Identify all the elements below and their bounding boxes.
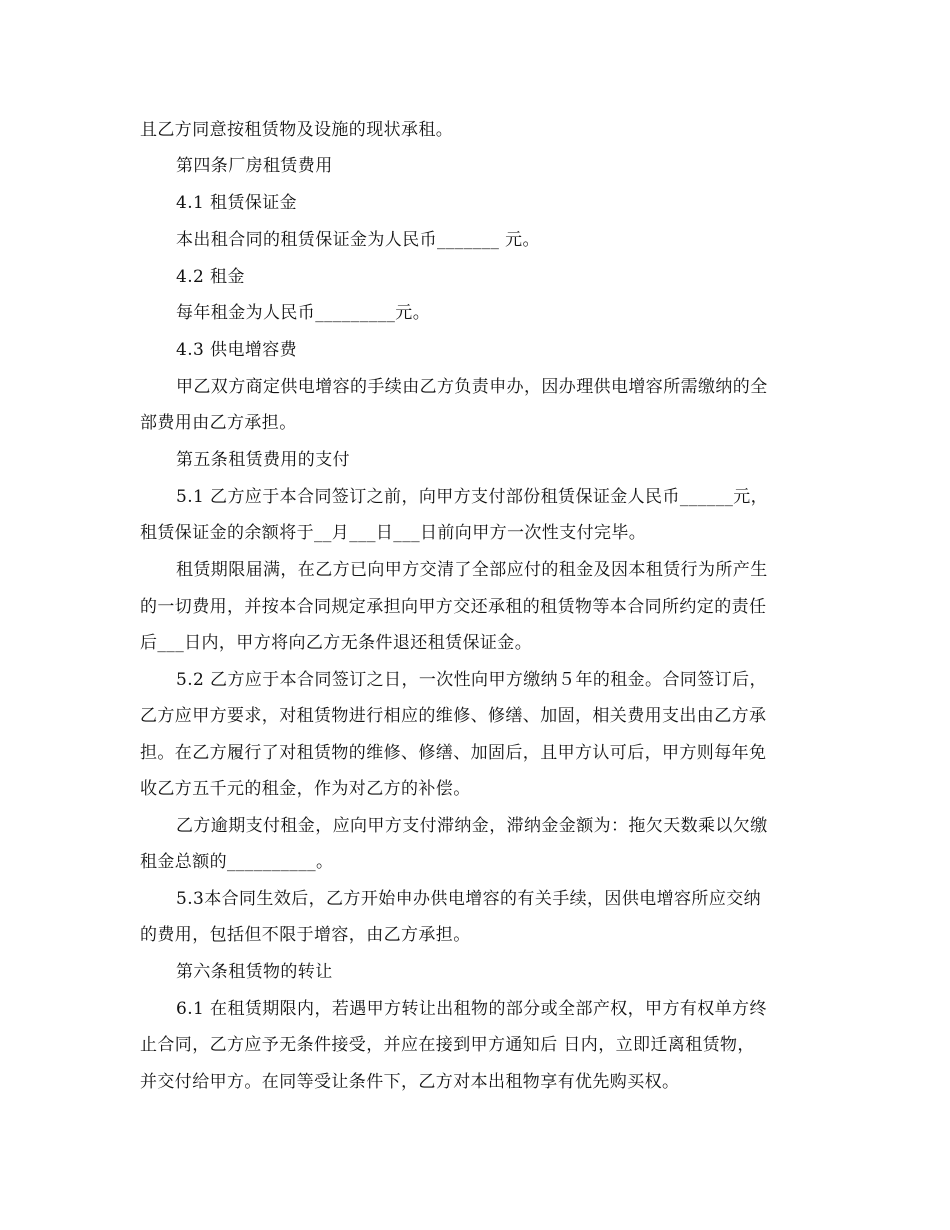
paragraph-line: 的费用，包括但不限于增容，由乙方承担。 [140, 925, 471, 945]
paragraph-line: 租金总额的__________。 [140, 852, 334, 872]
paragraph-line: 甲乙双方商定供电增容的手续由乙方负责申办，因办理供电增容所需缴纳的全 [176, 377, 768, 397]
paragraph-line: 止合同，乙方应予无条件接受，并应在接到甲方通知后 日内，立即迁离租赁物， [140, 1035, 755, 1055]
clause-heading: 4.3 供电增容费 [176, 340, 298, 360]
paragraph-line: 每年租金为人民币_________元。 [176, 303, 431, 323]
paragraph-line: 收乙方五千元的租金，作为对乙方的补偿。 [140, 779, 471, 799]
clause-heading: 4.2 租金 [176, 267, 245, 287]
paragraph-line: 本出租合同的租赁保证金为人民币_______ 元。 [176, 230, 540, 250]
paragraph-line: 部费用由乙方承担。 [140, 413, 297, 433]
paragraph-line: 5.2 乙方应于本合同签订之日，一次性向甲方缴纳５年的租金。合同签订后， [176, 670, 767, 690]
paragraph-line: 租赁保证金的余额将于__月___日___日前向甲方一次性支付完毕。 [140, 523, 647, 543]
paragraph-line: 乙方逾期支付租金，应向甲方支付滞纳金，滞纳金金额为：拖欠天数乘以欠缴 [176, 816, 768, 836]
paragraph-line: 担。在乙方履行了对租赁物的维修、修缮、加固后，且甲方认可后，甲方则每年免 [140, 743, 767, 763]
paragraph-line: 的一切费用，并按本合同规定承担向甲方交还承租的租赁物等本合同所约定的责任 [140, 597, 767, 617]
clause-heading: 4.1 租赁保证金 [176, 193, 298, 213]
paragraph-line: 后___日内，甲方将向乙方无条件退还租赁保证金。 [140, 633, 533, 653]
section-heading: 第四条厂房租赁费用 [176, 156, 333, 176]
paragraph-line: 且乙方同意按租赁物及设施的现状承租。 [140, 120, 454, 140]
paragraph-line: 5.3本合同生效后，乙方开始申办供电增容的有关手续，因供电增容所应交纳 [176, 889, 762, 909]
paragraph-line: 并交付给甲方。在同等受让条件下，乙方对本出租物享有优先购买权。 [140, 1072, 680, 1092]
paragraph-line: 6.1 在租赁期限内，若遇甲方转让出租物的部分或全部产权，甲方有权单方终 [176, 999, 767, 1019]
section-heading: 第六条租赁物的转让 [176, 962, 333, 982]
section-heading: 第五条租赁费用的支付 [176, 450, 350, 470]
paragraph-line: 租赁期限届满，在乙方已向甲方交清了全部应付的租金及因本租赁行为所产生 [176, 560, 768, 580]
paragraph-line: 乙方应甲方要求，对租赁物进行相应的维修、修缮、加固，相关费用支出由乙方承 [140, 706, 767, 726]
paragraph-line: 5.1 乙方应于本合同签订之前，向甲方支付部份租赁保证金人民币______元， [176, 487, 769, 507]
